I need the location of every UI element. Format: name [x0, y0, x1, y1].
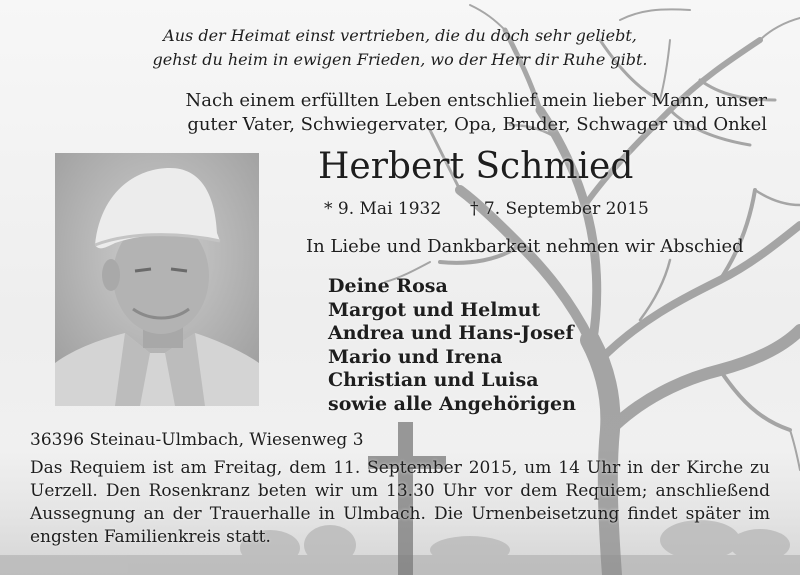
farewell-text: In Liebe und Dankbarkeit nehmen wir Abschied [306, 236, 744, 257]
funeral-announcement: Das Requiem ist am Freitag, dem 11. September 2015, um 14 Uhr in der Kirche zu Uerzell. Den Rosenkranz beten wir um 13.30 Uhr vor dem Requiem; anschließend Aussegnung an der Trauerhalle in Ulmbach. Die Urnenbeisetzung findet später im engsten Familienkreis statt. [30, 458, 770, 547]
poem-line-1: Aus der Heimat einst vertrieben, die du doch sehr geliebt, [163, 26, 637, 45]
portrait-photo [55, 153, 259, 406]
intro-line-2: guter Vater, Schwiegervater, Opa, Bruder, Schwager und Onkel [187, 114, 767, 135]
mourner-name: Christian und Luisa [328, 369, 539, 391]
mourner-name: Margot und Helmut [328, 298, 541, 321]
family-address: 36396 Steinau-Ulmbach, Wiesenweg 3 [30, 430, 364, 450]
intro-line-1: Nach einem erfüllten Leben entschlief mein lieber Mann, unser [185, 90, 767, 111]
mourners-list [328, 275, 576, 416]
birth-date: * 9. Mai 1932 [324, 199, 442, 219]
mourner-name: Mario und Irena [328, 345, 503, 368]
mourner-name: Deine Rosa [328, 275, 448, 297]
mourner-name: sowie alle Angehörigen [328, 392, 576, 415]
poem-line-2: gehst du heim in ewigen Frieden, wo der Herr dir Ruhe gibt. [152, 50, 648, 69]
death-date: † 7. September 2015 [470, 199, 649, 219]
mourner-name: Andrea und Hans-Josef [328, 322, 574, 344]
deceased-name: Herbert Schmied [318, 146, 634, 187]
